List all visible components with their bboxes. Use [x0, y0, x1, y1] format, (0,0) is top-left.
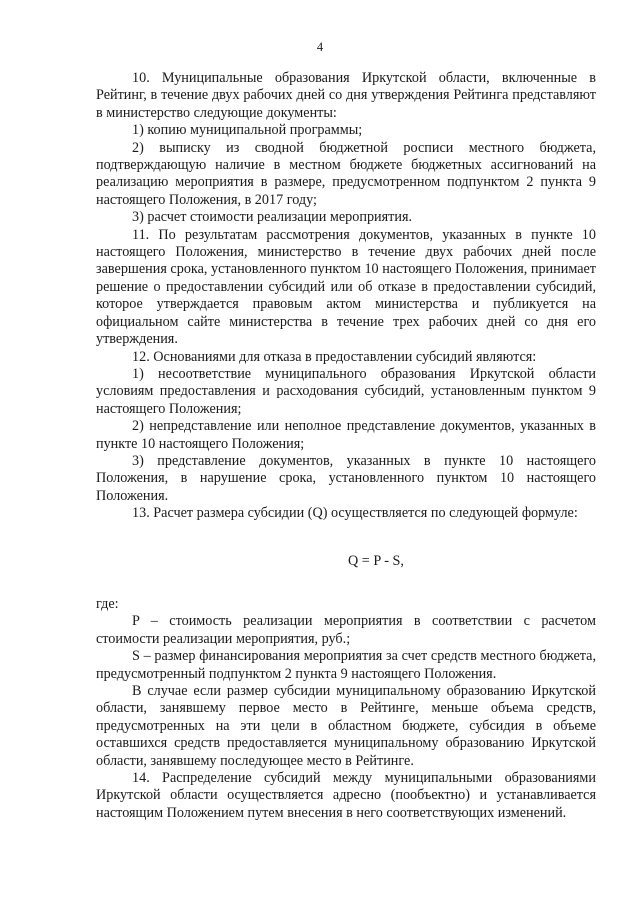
- definition-s: S – размер финансирования мероприятия за счет средств местного бюджета, предусмотренный подпунктом 2 пункта 9 настоящего Положения.: [96, 648, 596, 682]
- paragraph-10-item-2: 2) выписку из сводной бюджетной росписи местного бюджета, подтверждающую наличие в местном бюджете бюджетных ассигнований на реализацию мероприятия в размере, предусмотренном подпунктом 2 пункта 9 настоящего Положения, в 2017 году;: [96, 139, 596, 208]
- paragraph-11: 11. По результатам рассмотрения документов, указанных в пункте 10 настоящего Положения, министерство в течение двух рабочих дней после завершения срока, установленного пунктом 10 настоящего Положения, принимает решение о предоставлении субсидий или об отказе в предоставлении субсидий, которое утверждается правовым актом министерства и публикуется на официальном сайте министерства в течение трех рабочих дней со дня его утверждения.: [96, 226, 596, 348]
- paragraph-10-item-3: 3) расчет стоимости реализации мероприятия.: [132, 209, 413, 226]
- definition-p: P – стоимость реализации мероприятия в соответствии с расчетом стоимости реализации мероприятия, руб.;: [96, 613, 596, 647]
- paragraph-14: 14. Распределение субсидий между муниципальными образованиями Иркутской области осуществляется адресно (пообъектно) и устанавливается настоящим Положением путем внесения в него соответствующих изменений.: [96, 770, 596, 821]
- where-label: где:: [96, 595, 119, 612]
- paragraph-13-remainder: В случае если размер субсидии муниципальному образованию Иркутской области, занявшему первое место в Рейтинге, меньше объема средств, предусмотренных на эти цели в областном бюджете, субсидия в объеме оставшихся средств предоставляется муниципальному образованию Иркутской области, занявшему последующее место в Рейтинге.: [96, 683, 596, 769]
- paragraph-10: 10. Муниципальные образования Иркутской области, включенные в Рейтинг, в течение двух рабочих дней со дня утверждения Рейтинга представляют в министерство следующие документы:: [96, 70, 596, 121]
- paragraph-12-item-3: 3) представление документов, указанных в пункте 10 настоящего Положения, в нарушение срока, установленного пунктом 10 настоящего Положения.: [96, 452, 596, 504]
- paragraph-10-item-1: 1) копию муниципальной программы;: [132, 122, 363, 139]
- document-body: [96, 70, 596, 822]
- formula: Q = P - S,: [348, 552, 404, 569]
- paragraph-13: 13. Расчет размера субсидии (Q) осуществляется по следующей формуле:: [132, 505, 578, 522]
- paragraph-12-item-2: 2) непредставление или неполное представление документов, указанных в пункте 10 настоящего Положения;: [96, 418, 596, 452]
- paragraph-12-item-1: 1) несоответствие муниципального образования Иркутской области условиям предоставления и расходования субсидий, установленным пунктом 9 настоящего Положения;: [96, 365, 596, 417]
- page-number: 4: [316, 40, 324, 54]
- paragraph-12: 12. Основаниями для отказа в предоставлении субсидий являются:: [132, 348, 537, 365]
